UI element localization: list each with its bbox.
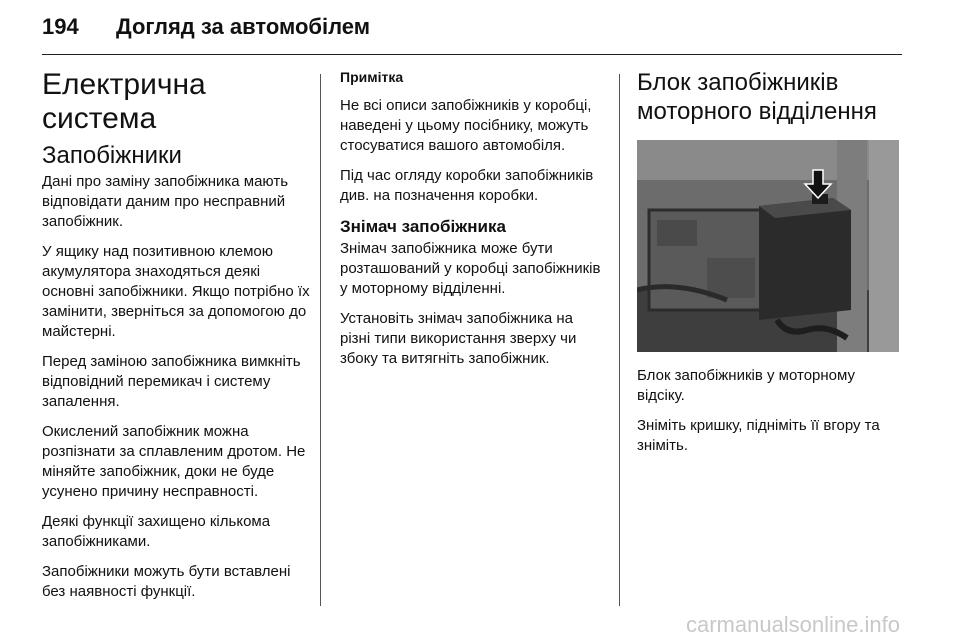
paragraph: Зніміть кришку, підніміть її вгору та зніміть. [637, 417, 880, 454]
chapter-title: Догляд за автомобілем [116, 14, 371, 39]
watermark: carmanualsonline.info [685, 612, 900, 637]
column-2 [340, 68, 602, 379]
paragraph: Установіть знімач запобіжника на різні типи використання зверху чи збоку та витягніть запобіжник. [340, 310, 577, 367]
page-number: 194 [42, 14, 79, 39]
paragraph: Деякі функції захищено кількома запобіжниками. [42, 513, 271, 550]
paragraph: Запобіжники можуть бути вставлені без наявності функції. [42, 563, 291, 600]
column-divider [320, 74, 321, 606]
note-paragraph: Не всі описи запобіжників у коробці, наведені у цьому посібнику, можуть стосуватися вашого автомобіля. [340, 97, 592, 154]
paragraph: Перед заміною запобіжника вимкніть відповідний перемикач і систему запалення. [42, 353, 301, 410]
fuse-extractor-title: Знімач запобіжника [340, 217, 506, 236]
subsection-title-engine-fuse-box: Блок запобіжників моторного відділення [637, 69, 877, 125]
subsection-title-fuses: Запобіжники [42, 142, 182, 169]
paragraph: Окислений запобіжник можна розпізнати за сплавленим дротом. Не міняйте запобіжник, доки не буде усунено причину несправності. [42, 423, 306, 500]
paragraph: Дані про заміну запобіжника мають відповідати даним про несправний запобіжник. [42, 173, 289, 230]
column-1 [42, 68, 310, 612]
paragraph: У ящику над позитивною клемою акумулятора знаходяться деякі основні запобіжники. Якщо потрібно їх замінити, зверніться за допомогою до майстерні. [42, 243, 310, 340]
column-3 [637, 68, 905, 466]
paragraph: Знімач запобіжника може бути розташований у коробці запобіжників у моторному відділенні. [340, 240, 601, 297]
note-paragraph: Під час огляду коробки запобіжників див. на позначення коробки. [340, 167, 594, 204]
section-title: Електрична система [42, 68, 206, 135]
photo-caption: Блок запобіжників у моторному відсіку. [637, 367, 855, 404]
note-title: Примітка [340, 69, 404, 85]
page-header [42, 14, 370, 44]
fuse-box-photo [637, 140, 899, 352]
column-divider [619, 74, 620, 606]
header-rule [42, 54, 902, 55]
